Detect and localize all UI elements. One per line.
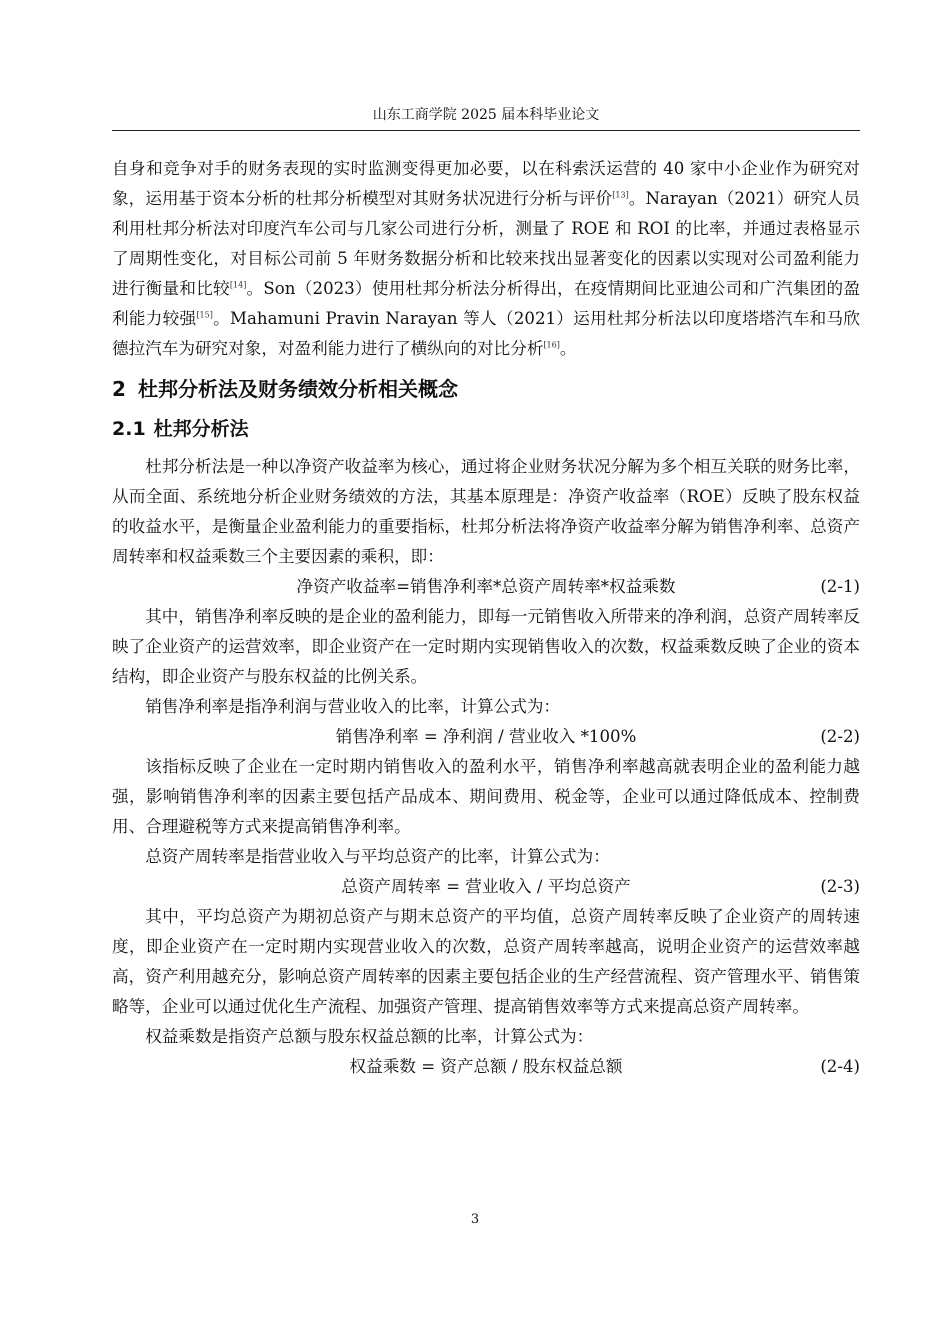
- formula-2-4: [112, 1052, 860, 1082]
- formula-2-1-expression: 净资产收益率=销售净利率*总资产周转率*权益乘数: [296, 577, 676, 596]
- header-rule: [112, 130, 860, 131]
- intro-text-4: 。Mahamuni Pravin Narayan 等人（2021）运用杜邦分析法以印度塔塔汽车和马欣德拉汽车为研究对象，对盈利能力进行了横纵向的对比分析: [112, 309, 861, 358]
- formula-2-4-expression: 权益乘数 = 资产总额 / 股东权益总额: [349, 1057, 623, 1076]
- formula-2-1-number: (2-1): [820, 577, 860, 596]
- section-2-title: 杜邦分析法及财务绩效分析相关概念: [138, 377, 458, 401]
- citation-13: [13]: [612, 190, 629, 200]
- formula-2-3: [112, 872, 860, 902]
- formula-2-2: [112, 722, 860, 752]
- formula-2-3-expression: 总资产周转率 = 营业收入 / 平均总资产: [341, 877, 631, 896]
- page-header: 山东工商学院 2025 届本科毕业论文: [372, 107, 600, 123]
- paragraph-asset-turnover-detail: 其中，平均总资产为期初总资产与期末总资产的平均值，总资产周转率反映了企业资产的周转速度，即企业资产在一定时期内实现营业收入的次数，总资产周转率越高，说明企业资产的运营效率越高，资产利用越充分，影响总资产周转率的因素主要包括企业的生产经营流程、资产管理水平、销售策略等，企业可以通过优化生产流程、加强资产管理、提高销售效率等方式来提高总资产周转率。: [112, 907, 860, 1016]
- formula-2-1: [112, 572, 860, 602]
- paragraph-factor-explanation: 其中，销售净利率反映的是企业的盈利能力，即每一元销售收入所带来的净利润，总资产周转率反映了企业资产的运营效率，即企业资产在一定时期内实现销售收入的次数，权益乘数反映了企业的资本结构，即企业资产与股东权益的比例关系。: [112, 607, 860, 686]
- section-2-number: 2: [112, 377, 126, 401]
- formula-2-3-number: (2-3): [820, 877, 860, 896]
- paragraph-net-margin-detail: 该指标反映了企业在一定时期内销售收入的盈利水平，销售净利率越高就表明企业的盈利能力越强，影响销售净利率的因素主要包括产品成本、期间费用、税金等，企业可以通过降低成本、控制费用、合理避税等方式来提高销售净利率。: [112, 757, 860, 836]
- formula-2-2-expression: 销售净利率 = 净利润 / 营业收入 *100%: [335, 727, 637, 746]
- intro-paragraph: [112, 154, 860, 364]
- paragraph-dupont-definition: 杜邦分析法是一种以净资产收益率为核心，通过将企业财务状况分解为多个相互关联的财务比率，从而全面、系统地分析企业财务绩效的方法，其基本原理是：净资产收益率（ROE）反映了股东权益的收益水平，是衡量企业盈利能力的重要指标，杜邦分析法将净资产收益率分解为销售净利率、总资产周转率和权益乘数三个主要因素的乘积，即：: [112, 457, 860, 566]
- section-2-heading: [112, 370, 860, 408]
- citation-14: [14]: [229, 280, 247, 290]
- page-number: 3: [470, 1212, 480, 1227]
- citation-16: [16]: [543, 340, 560, 350]
- paragraph-equity-multiplier-intro: 权益乘数是指资产总额与股东权益总额的比率，计算公式为：: [145, 1027, 594, 1046]
- intro-text-2: 。Narayan（2021）研究人员利用杜邦分析法对印度汽车公司与几家公司进行分析，测量了 ROE 和 ROI 的比率，并通过表格显示了周期性变化，对目标公司前 5 年财务数据分析和比较来找出显著变化的因素以实现对公司盈利能力进行衡量和比较: [112, 189, 860, 298]
- page-body: [112, 154, 860, 1082]
- section-2-1-heading: [112, 410, 860, 448]
- intro-text-3: 。Son（2023）使用杜邦分析法分析得出，在疫情期间比亚迪公司和广汽集团的盈利能力较强: [112, 279, 860, 328]
- formula-2-4-number: (2-4): [820, 1057, 860, 1076]
- section-2-1-title: 杜邦分析法: [153, 418, 249, 440]
- paragraph-asset-turnover-intro: 总资产周转率是指营业收入与平均总资产的比率，计算公式为：: [145, 847, 610, 866]
- intro-text-1: 自身和竞争对手的财务表现的实时监测变得更加必要，以在科索沃运营的 40 家中小企业作为研究对象，运用基于资本分析的杜邦分析模型对其财务状况进行分析与评价: [112, 159, 860, 208]
- paragraph-net-margin-intro: 销售净利率是指净利润与营业收入的比率，计算公式为：: [145, 697, 561, 716]
- section-2-1-number: 2.1: [112, 418, 146, 440]
- formula-2-2-number: (2-2): [820, 727, 860, 746]
- citation-15: [15]: [196, 310, 213, 320]
- intro-text-5: 。: [559, 339, 577, 358]
